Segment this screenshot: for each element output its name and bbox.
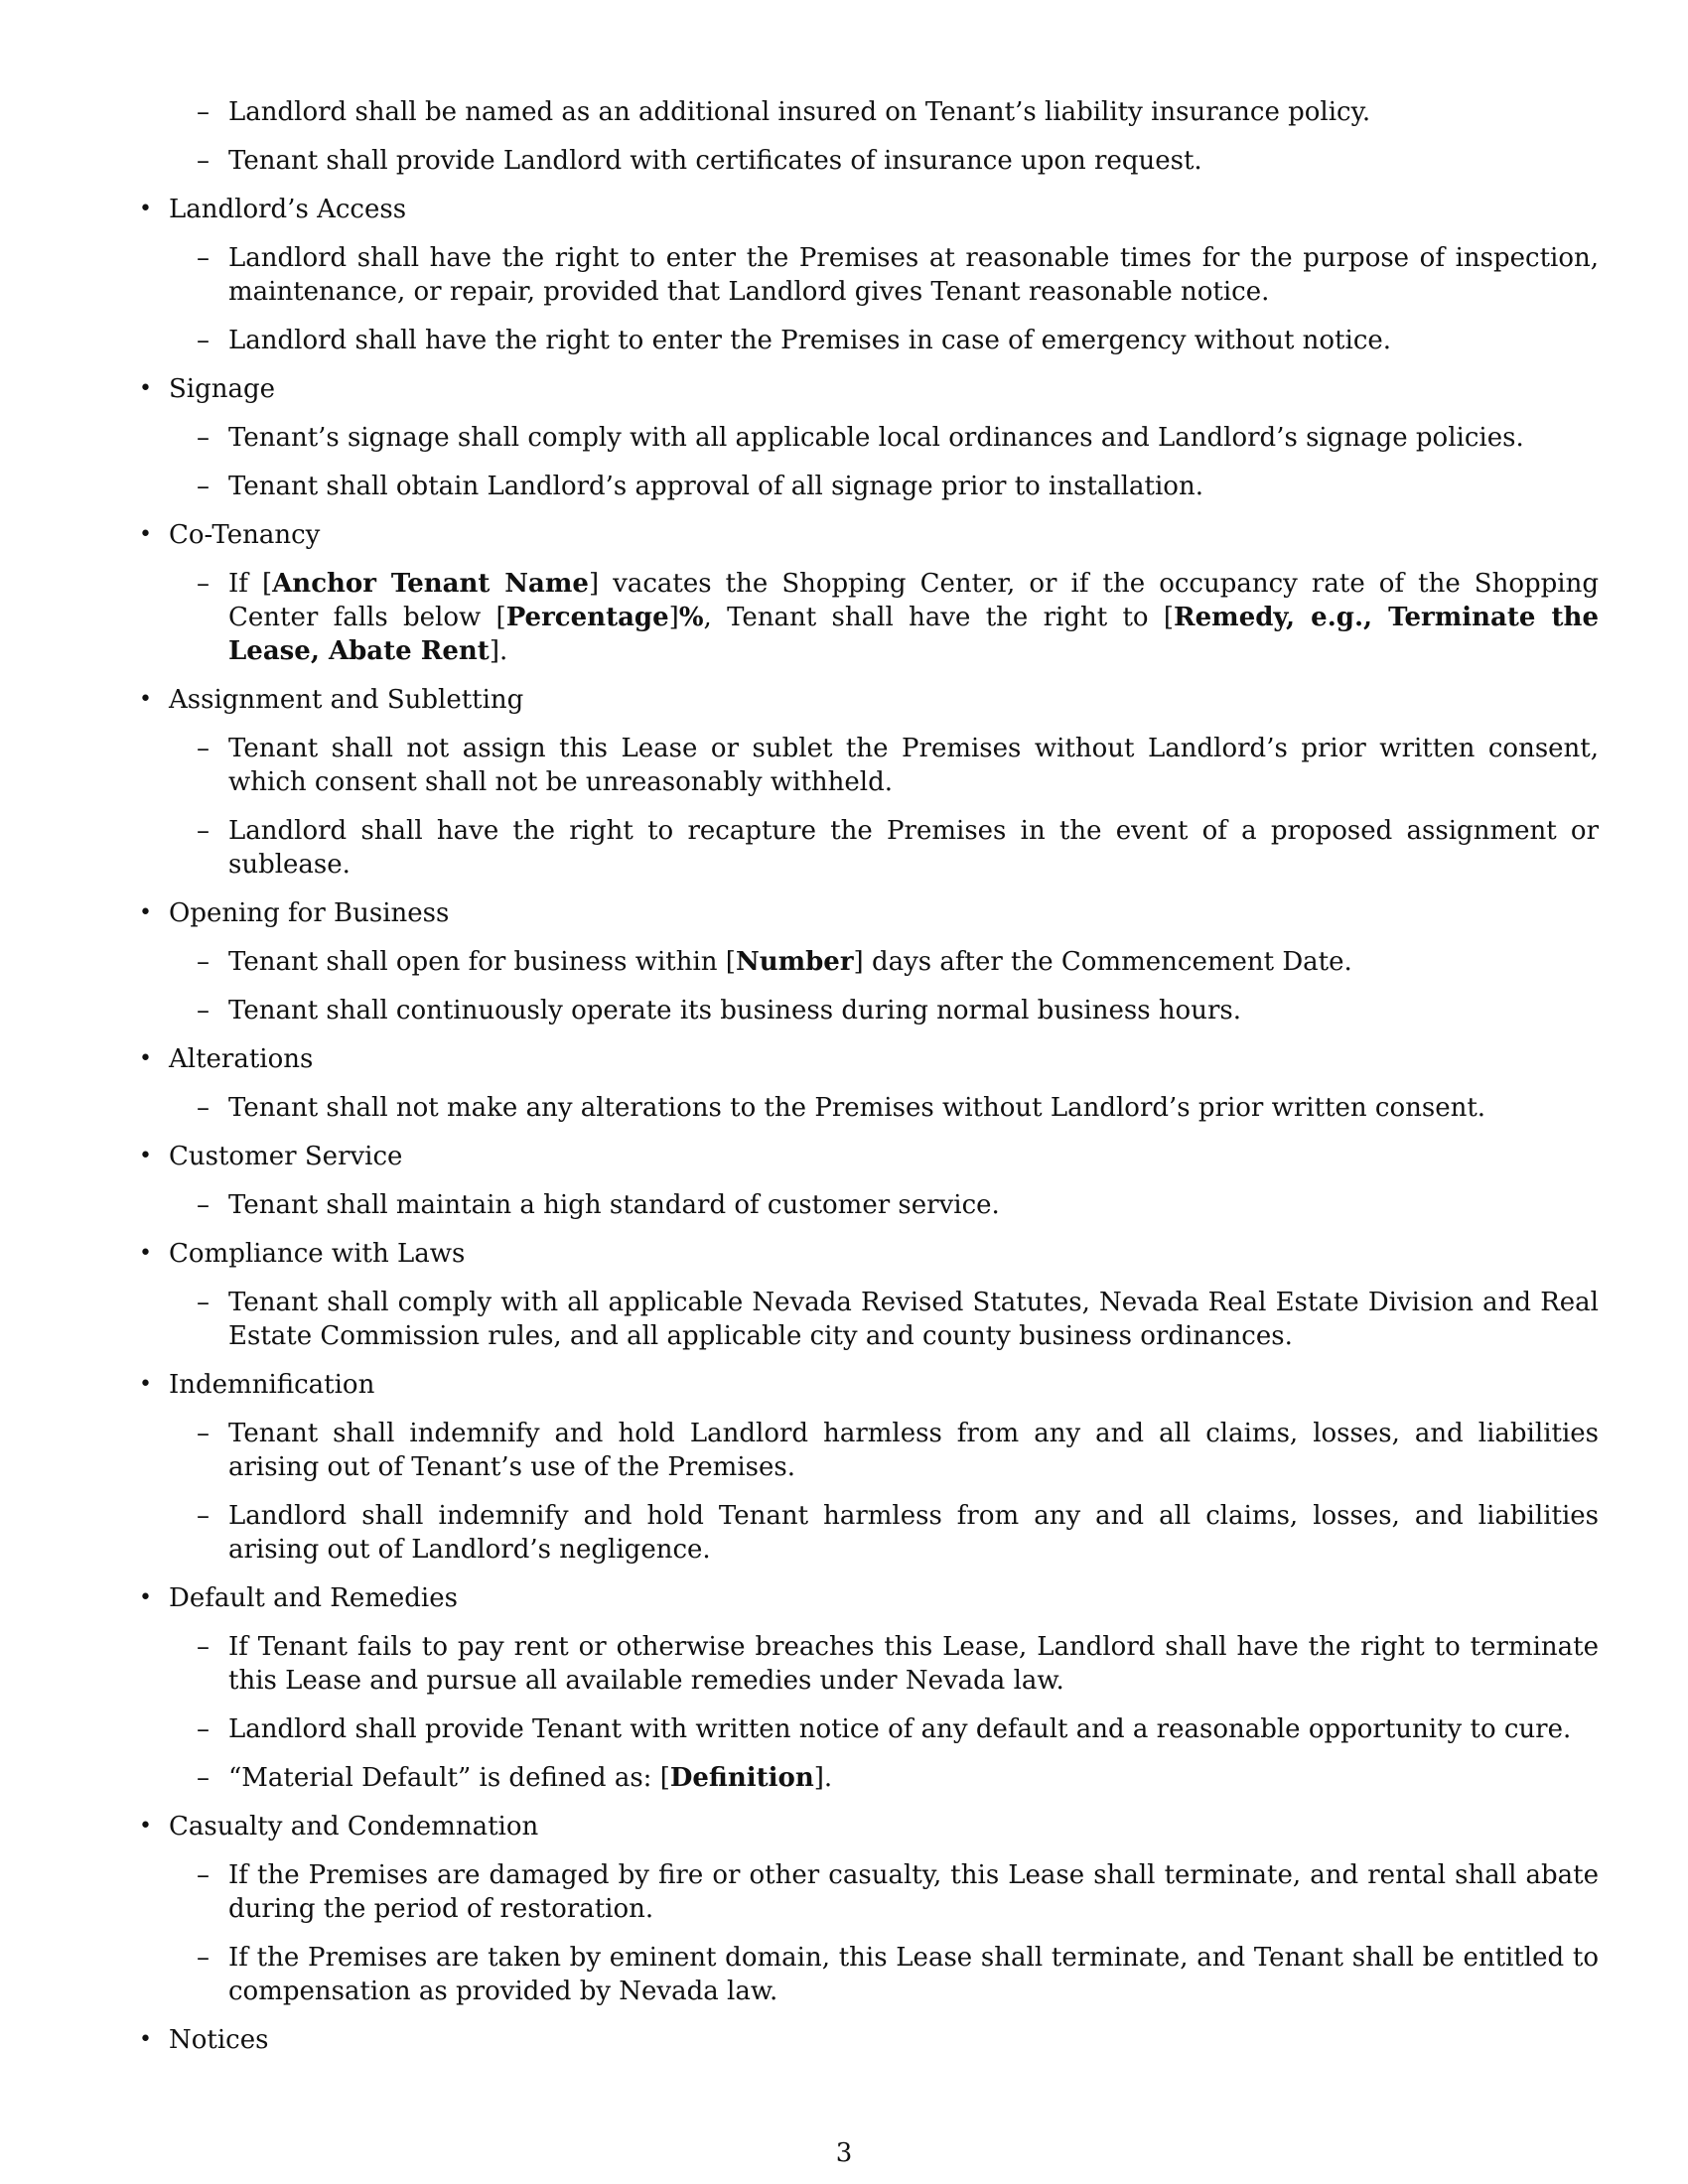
text-run: Tenant shall indemnify and hold Landlord harmless from any and all claims, losses, and liabilities arising out of Tenant’s use of the Premises.: [228, 1419, 1599, 1482]
clause-text: [228, 1419, 1599, 1482]
clause-text: [228, 1632, 1599, 1696]
clause-text: [228, 1763, 832, 1793]
clause-text: [228, 734, 1599, 797]
dash-icon: –: [197, 996, 210, 1025]
dash-icon: –: [197, 1093, 210, 1123]
text-run: Tenant shall provide Landlord with certificates of insurance upon request.: [228, 146, 1202, 176]
page-number: 3: [835, 2138, 853, 2168]
clause-item: [139, 421, 1599, 455]
clause-item: [139, 1091, 1599, 1125]
bullet-icon: •: [139, 1046, 152, 1071]
clause-text: [228, 1093, 1485, 1123]
clause-text: [228, 97, 1370, 127]
bullet-icon: •: [139, 197, 152, 221]
dash-icon: –: [197, 472, 210, 501]
dash-icon: –: [197, 947, 210, 977]
clause-item: [139, 1286, 1599, 1353]
placeholder-field: Percentage: [505, 603, 669, 632]
bullet-icon: •: [139, 2027, 152, 2052]
text-run: Landlord’s Access: [169, 195, 407, 224]
clause-item: [139, 814, 1599, 882]
clause-text: [228, 816, 1599, 880]
clause-text: [228, 423, 1524, 453]
clause-item: [139, 732, 1599, 799]
text-run: Co-Tenancy: [169, 520, 321, 550]
dash-icon: –: [197, 1632, 210, 1662]
section-heading-text: [169, 1142, 402, 1171]
bullet-icon: •: [139, 900, 152, 925]
text-run: Tenant shall maintain a high standard of customer service.: [228, 1190, 1000, 1220]
text-run: Tenant’s signage shall comply with all applicable local ordinances and Landlord’s signage policies.: [228, 423, 1524, 453]
text-run: If [: [228, 569, 273, 599]
clause-text: [228, 947, 1352, 977]
section-heading-text: [169, 685, 523, 715]
bullet-icon: •: [139, 1814, 152, 1839]
text-run: Default and Remedies: [169, 1583, 458, 1613]
clause-item: [139, 567, 1599, 668]
dash-icon: –: [197, 569, 210, 599]
clause-text: [228, 1943, 1599, 2006]
section-heading-item: [139, 896, 1599, 930]
text-run: Landlord shall be named as an additional insured on Tenant’s liability insurance policy.: [228, 97, 1371, 127]
section-heading-item: [139, 518, 1599, 552]
section-heading-item: [139, 2023, 1599, 2057]
dash-icon: –: [197, 1860, 210, 1890]
section-heading-item: [139, 1810, 1599, 1843]
clause-item: [139, 241, 1599, 309]
clause-text: [228, 1714, 1571, 1744]
dash-icon: –: [197, 1714, 210, 1744]
placeholder-field: Anchor Tenant Name: [272, 569, 589, 599]
text-run: ].: [489, 636, 508, 666]
bullet-icon: •: [139, 376, 152, 401]
text-run: If Tenant fails to pay rent or otherwise breaches this Lease, Landlord shall have the right to terminate this Lease and pursue all available remedies under Nevada law.: [228, 1632, 1599, 1696]
clause-item: [139, 945, 1599, 979]
section-heading-text: [169, 374, 275, 404]
text-run: Notices: [169, 2025, 269, 2055]
dash-icon: –: [197, 1501, 210, 1531]
clause-item: [139, 1417, 1599, 1484]
clause-text: [228, 1501, 1599, 1565]
text-run: Indemnification: [169, 1370, 375, 1400]
clause-text: [228, 1860, 1599, 1924]
section-heading-text: [169, 898, 449, 928]
section-heading-text: [169, 2025, 268, 2055]
bullet-icon: •: [139, 522, 152, 547]
clause-item: [139, 1630, 1599, 1698]
dash-icon: –: [197, 243, 210, 273]
lease-terms-list: [139, 95, 1599, 2072]
dash-icon: –: [197, 97, 210, 127]
dash-icon: –: [197, 1288, 210, 1317]
section-heading-text: [169, 195, 406, 224]
section-heading-text: [169, 1044, 313, 1074]
text-run: If the Premises are damaged by fire or other casualty, this Lease shall terminate, and rental shall abate during the period of restoration.: [228, 1860, 1599, 1924]
text-run: ]: [668, 603, 679, 632]
section-heading-item: [139, 1140, 1599, 1173]
placeholder-field: %: [678, 603, 704, 632]
section-heading-item: [139, 683, 1599, 717]
section-heading-item: [139, 1368, 1599, 1402]
dash-icon: –: [197, 423, 210, 453]
clause-text: [228, 996, 1241, 1025]
clause-text: [228, 1288, 1599, 1351]
text-run: Compliance with Laws: [169, 1239, 466, 1269]
bullet-icon: •: [139, 1144, 152, 1168]
dash-icon: –: [197, 734, 210, 763]
text-run: Alterations: [169, 1044, 314, 1074]
section-heading-item: [139, 372, 1599, 406]
text-run: “Material Default” is defined as: [: [228, 1763, 670, 1793]
text-run: Tenant shall not make any alterations to the Premises without Landlord’s prior written consent.: [228, 1093, 1486, 1123]
text-run: Tenant shall obtain Landlord’s approval of all signage prior to installation.: [228, 472, 1203, 501]
bullet-icon: •: [139, 1372, 152, 1397]
dash-icon: –: [197, 1763, 210, 1793]
placeholder-field: Remedy, e.g., Terminate the Lease, Abate Rent: [228, 603, 1599, 666]
placeholder-field: Definition: [669, 1763, 814, 1793]
text-run: Assignment and Subletting: [169, 685, 524, 715]
text-run: If the Premises are taken by eminent domain, this Lease shall terminate, and Tenant shall be entitled to compensation as provided by Nevada law.: [228, 1943, 1599, 2006]
text-run: Tenant shall open for business within [: [228, 947, 736, 977]
dash-icon: –: [197, 1943, 210, 1973]
text-run: Tenant shall comply with all applicable Nevada Revised Statutes, Nevada Real Estate Division and Real Estate Commission rules, and all applicable city and county business ordinances.: [228, 1288, 1599, 1351]
bullet-icon: •: [139, 1585, 152, 1610]
clause-item: [139, 1761, 1599, 1795]
text-run: Tenant shall continuously operate its business during normal business hours.: [228, 996, 1241, 1025]
text-run: Casualty and Condemnation: [169, 1812, 539, 1842]
clause-item: [139, 470, 1599, 503]
clause-item: [139, 1499, 1599, 1567]
section-heading-item: [139, 193, 1599, 226]
text-run: ] vacates the Shopping Center, or if the occupancy rate of the Shopping Center falls below [: [228, 569, 1599, 632]
text-run: Tenant shall not assign this Lease or sublet the Premises without Landlord’s prior written consent, which consent shall not be unreasonably withheld.: [228, 734, 1599, 797]
section-heading-text: [169, 1812, 538, 1842]
dash-icon: –: [197, 146, 210, 176]
clause-text: [228, 146, 1202, 176]
text-run: Landlord shall indemnify and hold Tenant harmless from any and all claims, losses, and liabilities arising out of Landlord’s negligence.: [228, 1501, 1599, 1565]
clause-item: [139, 1858, 1599, 1926]
dash-icon: –: [197, 326, 210, 355]
section-heading-text: [169, 1583, 458, 1613]
bullet-icon: •: [139, 687, 152, 712]
text-run: Customer Service: [169, 1142, 403, 1171]
text-run: Opening for Business: [169, 898, 450, 928]
text-run: Landlord shall have the right to enter the Premises in case of emergency without notice.: [228, 326, 1392, 355]
clause-text: [228, 326, 1391, 355]
text-run: , Tenant shall have the right to [: [703, 603, 1175, 632]
clause-item: [139, 994, 1599, 1027]
section-heading-item: [139, 1237, 1599, 1271]
dash-icon: –: [197, 1190, 210, 1220]
clause-item: [139, 144, 1599, 178]
clause-item: [139, 1712, 1599, 1746]
section-heading-item: [139, 1581, 1599, 1615]
text-run: ] days after the Commencement Date.: [853, 947, 1352, 977]
clause-text: [228, 243, 1599, 307]
dash-icon: –: [197, 1419, 210, 1448]
clause-item: [139, 324, 1599, 357]
bullet-icon: •: [139, 1241, 152, 1266]
section-heading-text: [169, 1239, 465, 1269]
section-heading-text: [169, 520, 320, 550]
clause-text: [228, 472, 1203, 501]
section-heading-item: [139, 1042, 1599, 1076]
section-heading-text: [169, 1370, 374, 1400]
clause-item: [139, 95, 1599, 129]
text-run: Landlord shall have the right to recapture the Premises in the event of a proposed assignment or sublease.: [228, 816, 1599, 880]
clause-item: [139, 1188, 1599, 1222]
clause-text: [228, 1190, 1000, 1220]
text-run: Landlord shall provide Tenant with written notice of any default and a reasonable opportunity to cure.: [228, 1714, 1572, 1744]
dash-icon: –: [197, 816, 210, 846]
text-run: Landlord shall have the right to enter the Premises at reasonable times for the purpose of inspection, maintenance, or repair, provided that Landlord gives Tenant reasonable notice.: [228, 243, 1599, 307]
text-run: Signage: [169, 374, 276, 404]
text-run: ].: [813, 1763, 833, 1793]
clause-text: [228, 569, 1599, 666]
placeholder-field: Number: [735, 947, 854, 977]
clause-item: [139, 1941, 1599, 2008]
